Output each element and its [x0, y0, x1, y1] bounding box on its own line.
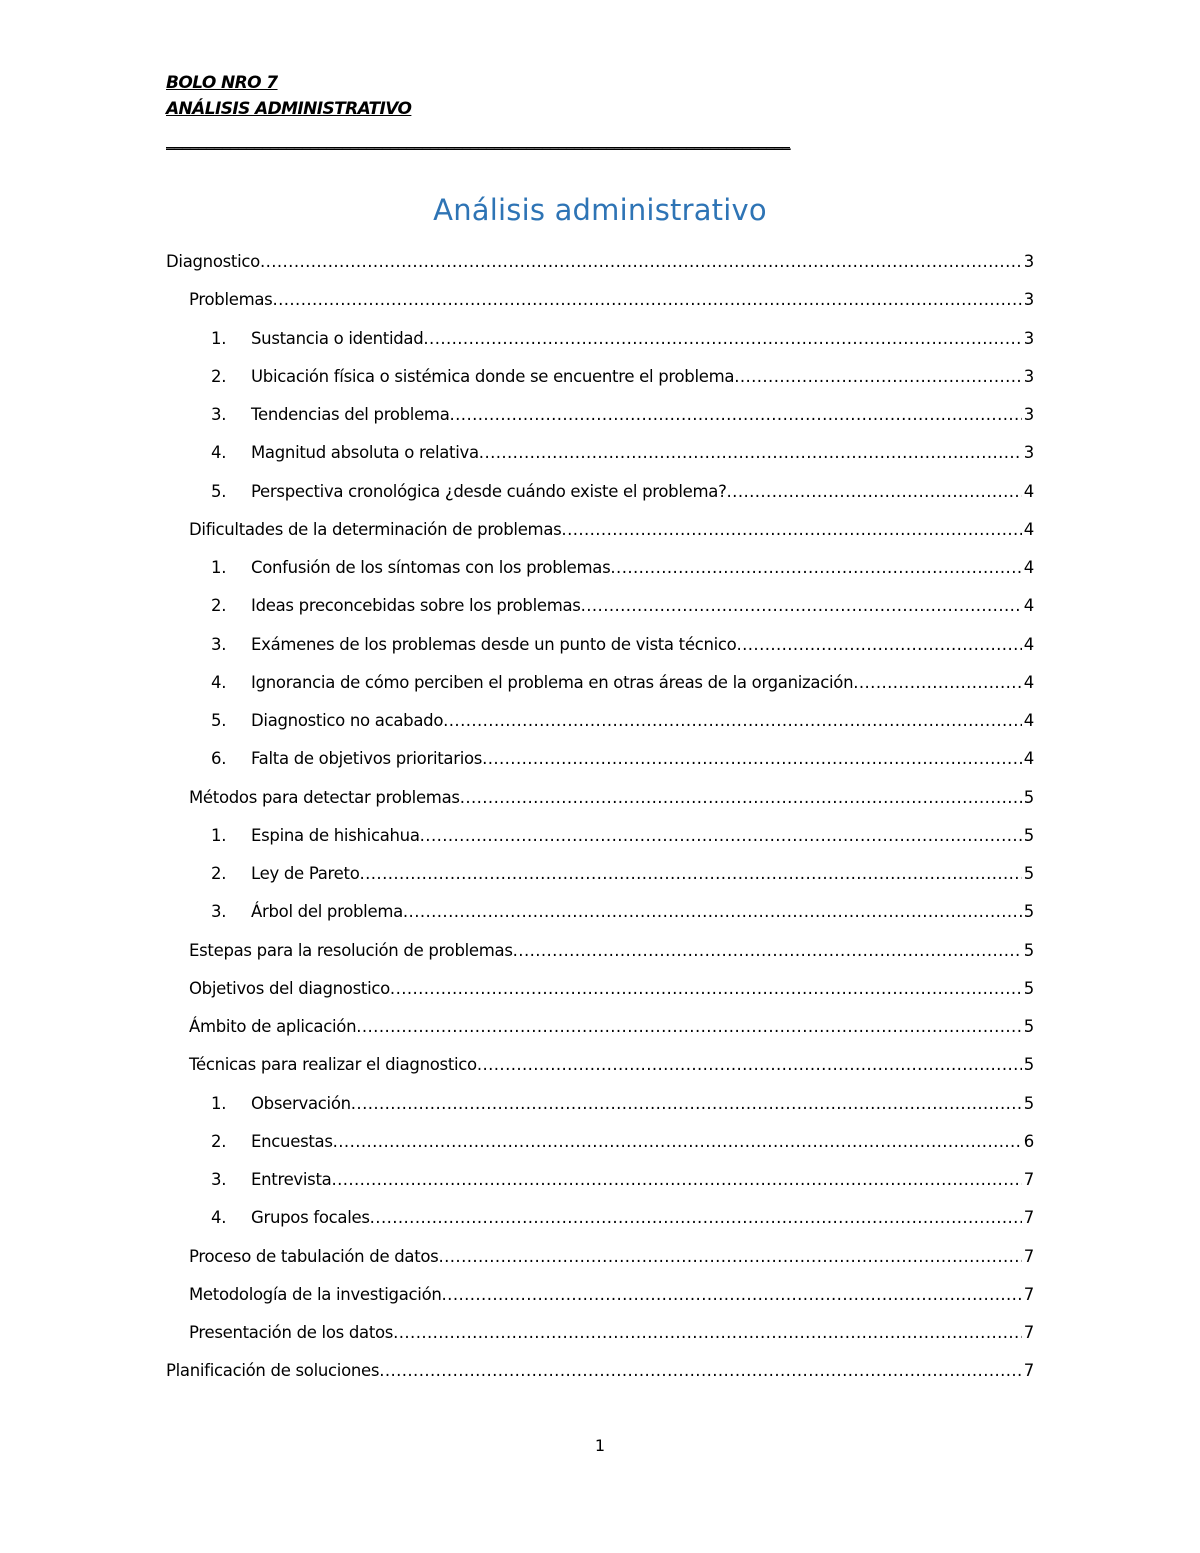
toc-entry-page: 4: [1023, 596, 1034, 615]
toc-entry-title: Árbol del problema: [251, 902, 403, 921]
toc-dot-leader: [443, 709, 1022, 733]
toc-dot-leader: [734, 365, 1022, 389]
toc-entry-title: Grupos focales: [251, 1208, 370, 1227]
toc-entry-page: 4: [1023, 673, 1034, 692]
toc-dot-leader: [479, 441, 1022, 465]
toc-entry-title: Presentación de los datos: [189, 1323, 394, 1342]
toc-entry[interactable]: [0, 480, 1200, 504]
document-header: [166, 70, 411, 122]
toc-entry-title: Ámbito de aplicación: [189, 1017, 357, 1036]
toc-entry-number: 4.: [211, 1208, 227, 1227]
toc-entry[interactable]: [0, 671, 1200, 695]
toc-entry-page: 5: [1023, 1017, 1034, 1036]
toc-entry-page: 5: [1023, 1055, 1034, 1074]
toc-entry[interactable]: [0, 786, 1200, 810]
toc-entry[interactable]: [0, 327, 1200, 351]
toc-entry-title: Espina de hishicahua: [251, 826, 420, 845]
toc-entry-page: 4: [1023, 558, 1034, 577]
toc-entry-page: 7: [1023, 1170, 1034, 1189]
toc-dot-leader: [610, 556, 1021, 580]
toc-entry-page: 7: [1023, 1285, 1034, 1304]
toc-entry-page: 5: [1023, 941, 1034, 960]
toc-dot-leader: [333, 1130, 1022, 1154]
toc-entry-title: Encuestas: [251, 1132, 333, 1151]
toc-entry-page: 3: [1023, 443, 1034, 462]
toc-entry[interactable]: [0, 365, 1200, 389]
toc-entry-page: 3: [1023, 252, 1034, 271]
toc-entry-title: Sustancia o identidad: [251, 329, 424, 348]
toc-entry-page: 5: [1023, 788, 1034, 807]
toc-dot-leader: [420, 824, 1022, 848]
toc-entry[interactable]: [0, 747, 1200, 771]
toc-entry-page: 3: [1023, 405, 1034, 424]
toc-dot-leader: [331, 1168, 1021, 1192]
toc-entry[interactable]: [0, 1053, 1200, 1077]
page-title: Análisis administrativo: [433, 193, 767, 227]
toc-entry-page: 5: [1023, 1094, 1034, 1113]
toc-dot-leader: [853, 671, 1022, 695]
toc-entry-number: 1.: [211, 558, 227, 577]
toc-dot-leader: [393, 1321, 1022, 1345]
toc-dot-leader: [460, 786, 1022, 810]
toc-entry[interactable]: [0, 1015, 1200, 1039]
toc-entry[interactable]: [0, 900, 1200, 924]
page-number: 1: [594, 1436, 606, 1455]
toc-entry[interactable]: [0, 556, 1200, 580]
toc-entry-title: Ubicación física o sistémica donde se encuentre el problema: [251, 367, 735, 386]
toc-entry-title: Planificación de soluciones: [166, 1361, 380, 1380]
toc-entry-title: Ignorancia de cómo perciben el problema en otras áreas de la organización: [251, 673, 854, 692]
toc-entry-page: 3: [1023, 329, 1034, 348]
toc-entry-page: 4: [1023, 635, 1034, 654]
toc-entry-page: 7: [1023, 1247, 1034, 1266]
toc-entry-title: Observación: [251, 1094, 351, 1113]
toc-entry-number: 2.: [211, 864, 227, 883]
toc-entry-page: 5: [1023, 826, 1034, 845]
header-bolo-number: BOLO NRO 7: [166, 73, 278, 93]
toc-dot-leader: [272, 288, 1021, 312]
toc-entry-title: Diagnostico: [166, 252, 260, 271]
toc-entry-title: Tendencias del problema: [251, 405, 450, 424]
toc-dot-leader: [581, 594, 1022, 618]
toc-dot-leader: [442, 1283, 1022, 1307]
toc-entry[interactable]: [0, 862, 1200, 886]
toc-entry-title: Proceso de tabulación de datos: [189, 1247, 439, 1266]
toc-dot-leader: [561, 518, 1021, 542]
toc-dot-leader: [260, 250, 1022, 274]
toc-entry-title: Diagnostico no acabado: [251, 711, 444, 730]
toc-entry[interactable]: [0, 1321, 1200, 1345]
toc-dot-leader: [736, 633, 1021, 657]
toc-dot-leader: [513, 939, 1022, 963]
toc-entry[interactable]: [0, 1245, 1200, 1269]
toc-entry-title: Metodología de la investigación: [189, 1285, 442, 1304]
toc-entry-page: 5: [1023, 902, 1034, 921]
toc-entry[interactable]: [0, 977, 1200, 1001]
toc-dot-leader: [403, 900, 1022, 924]
toc-entry-title: Técnicas para realizar el diagnostico: [189, 1055, 477, 1074]
toc-entry[interactable]: [0, 1283, 1200, 1307]
toc-entry-title: Ley de Pareto: [251, 864, 360, 883]
header-subject: ANÁLISIS ADMINISTRATIVO: [166, 99, 412, 119]
toc-dot-leader: [477, 1053, 1022, 1077]
toc-dot-leader: [450, 403, 1022, 427]
toc-entry[interactable]: [0, 1359, 1200, 1383]
toc-entry-page: 5: [1023, 864, 1034, 883]
toc-entry-number: 2.: [211, 1132, 227, 1151]
header-separator: ______________________________________________________________________________: [166, 131, 790, 151]
toc-entry-title: Exámenes de los problemas desde un punto de vista técnico: [251, 635, 737, 654]
toc-entry-title: Objetivos del diagnostico: [189, 979, 390, 998]
toc-entry-title: Falta de objetivos prioritarios: [251, 749, 483, 768]
toc-entry[interactable]: [0, 633, 1200, 657]
toc-dot-leader: [370, 1206, 1022, 1230]
toc-dot-leader: [379, 1359, 1022, 1383]
toc-entry-title: Ideas preconcebidas sobre los problemas: [251, 596, 581, 615]
toc-entry-page: 5: [1023, 979, 1034, 998]
toc-dot-leader: [356, 1015, 1022, 1039]
toc-entry-number: 6.: [211, 749, 227, 768]
toc-entry-page: 7: [1023, 1361, 1034, 1380]
toc-entry-number: 5.: [211, 482, 227, 501]
toc-entry-number: 1.: [211, 1094, 227, 1113]
toc-entry[interactable]: [0, 1168, 1200, 1192]
toc-entry-page: 3: [1023, 290, 1034, 309]
toc-entry-title: Dificultades de la determinación de problemas: [189, 520, 562, 539]
toc-dot-leader: [423, 327, 1021, 351]
toc-dot-leader: [727, 480, 1022, 504]
toc-entry[interactable]: [0, 1206, 1200, 1230]
toc-entry-title: Estepas para la resolución de problemas: [189, 941, 513, 960]
toc-entry-number: 1.: [211, 826, 227, 845]
toc-entry-number: 3.: [211, 405, 227, 424]
toc-entry-number: 2.: [211, 596, 227, 615]
toc-entry-number: 1.: [211, 329, 227, 348]
toc-entry-title: Entrevista: [251, 1170, 332, 1189]
toc-entry-number: 3.: [211, 635, 227, 654]
toc-entry-page: 4: [1023, 520, 1034, 539]
toc-entry-title: Perspectiva cronológica ¿desde cuándo existe el problema?: [251, 482, 727, 501]
toc-entry[interactable]: [0, 1130, 1200, 1154]
toc-entry-title: Problemas: [189, 290, 273, 309]
toc-entry-page: 4: [1023, 482, 1034, 501]
toc-entry-number: 4.: [211, 443, 227, 462]
toc-entry-page: 7: [1023, 1208, 1034, 1227]
toc-entry-page: 7: [1023, 1323, 1034, 1342]
toc-entry[interactable]: [0, 594, 1200, 618]
toc-dot-leader: [482, 747, 1022, 771]
toc-entry[interactable]: [0, 441, 1200, 465]
toc-dot-leader: [360, 862, 1022, 886]
toc-entry[interactable]: [0, 288, 1200, 312]
toc-entry[interactable]: [0, 250, 1200, 274]
toc-entry-number: 2.: [211, 367, 227, 386]
toc-entry-number: 4.: [211, 673, 227, 692]
toc-entry-title: Magnitud absoluta o relativa: [251, 443, 479, 462]
toc-entry[interactable]: [0, 403, 1200, 427]
toc-entry-title: Métodos para detectar problemas: [189, 788, 460, 807]
toc-entry-number: 3.: [211, 1170, 227, 1189]
toc-entry-page: 4: [1023, 711, 1034, 730]
toc-entry-page: 4: [1023, 749, 1034, 768]
toc-dot-leader: [390, 977, 1022, 1001]
toc-entry[interactable]: [0, 824, 1200, 848]
toc-dot-leader: [438, 1245, 1021, 1269]
toc-entry-page: 6: [1023, 1132, 1034, 1151]
toc-entry-number: 5.: [211, 711, 227, 730]
toc-entry[interactable]: [0, 518, 1200, 542]
toc-entry-title: Confusión de los síntomas con los problemas: [251, 558, 611, 577]
toc-entry-page: 3: [1023, 367, 1034, 386]
toc-entry-number: 3.: [211, 902, 227, 921]
toc-dot-leader: [351, 1092, 1022, 1116]
toc-entry[interactable]: [0, 1092, 1200, 1116]
toc-entry[interactable]: [0, 939, 1200, 963]
toc-entry[interactable]: [0, 709, 1200, 733]
